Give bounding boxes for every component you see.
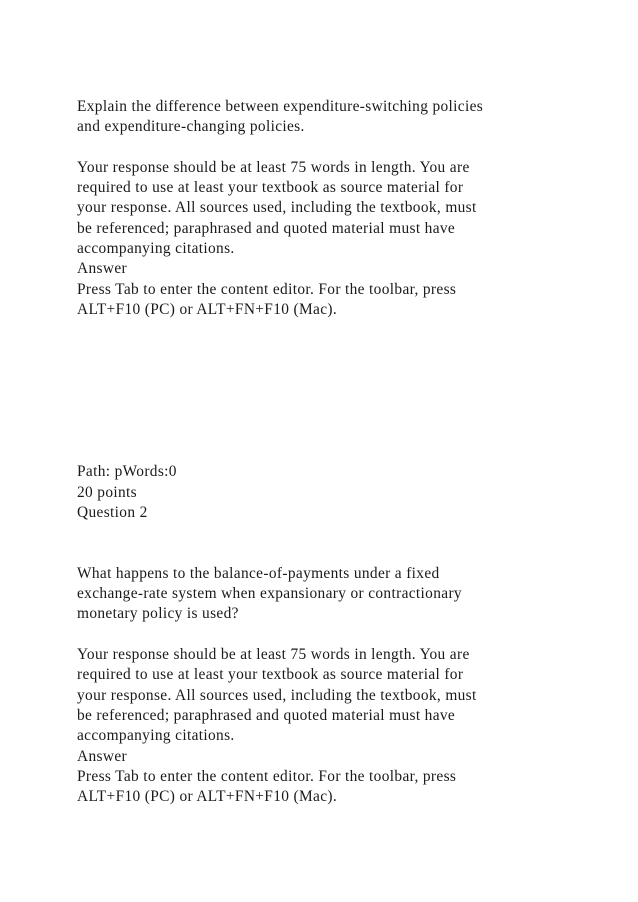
instructions-line: accompanying citations.: [77, 240, 235, 258]
instructions-line: your response. All sources used, including the textbook, must: [77, 686, 477, 704]
instructions-line: accompanying citations.: [77, 727, 235, 745]
points-label: 20 points: [77, 483, 138, 501]
spacer: [77, 442, 617, 462]
instructions-line: Your response should be at least 75 words in length. You are: [77, 158, 470, 176]
instructions-line: Your response should be at least 75 words in length. You are: [77, 646, 470, 664]
spacer: [77, 341, 617, 361]
prompt-line: What happens to the balance-of-payments under a fixed: [77, 564, 440, 582]
instructions-line: required to use at least your textbook as source material for: [77, 666, 464, 684]
question-2-prompt: [77, 564, 617, 625]
prompt-line: exchange-rate system when expansionary or contractionary: [77, 585, 462, 603]
spacer: [77, 320, 617, 340]
prompt-line: monetary policy is used?: [77, 605, 239, 623]
instructions-line: your response. All sources used, including the textbook, must: [77, 199, 477, 217]
instructions-line: be referenced; paraphrased and quoted material must have: [77, 219, 456, 237]
prompt-line: and expenditure-changing policies.: [77, 118, 305, 136]
spacer: [77, 361, 617, 381]
spacer: [77, 381, 617, 401]
question-2-editor-hint[interactable]: [77, 767, 617, 808]
spacer: [77, 625, 617, 645]
document-page: [77, 97, 617, 807]
question-1-editor-hint[interactable]: [77, 280, 617, 321]
editor-hint-line: ALT+F10 (PC) or ALT+FN+F10 (Mac).: [77, 300, 338, 318]
editor-hint-line: Press Tab to enter the content editor. For the toolbar, press: [77, 767, 457, 785]
instructions-line: be referenced; paraphrased and quoted material must have: [77, 706, 456, 724]
spacer: [77, 138, 617, 158]
spacer: [77, 401, 617, 421]
spacer: [77, 523, 617, 543]
path-word-count: Path: pWords:0: [77, 463, 177, 481]
editor-hint-line: ALT+F10 (PC) or ALT+FN+F10 (Mac).: [77, 788, 338, 806]
instructions-line: required to use at least your textbook as source material for: [77, 179, 464, 197]
question-1-prompt: [77, 97, 617, 138]
question-2-label: Question 2: [77, 503, 148, 521]
question-2-instructions: [77, 645, 617, 746]
answer-label: Answer: [77, 260, 127, 278]
editor-hint-line: Press Tab to enter the content editor. For the toolbar, press: [77, 280, 457, 298]
spacer: [77, 422, 617, 442]
prompt-line: Explain the difference between expenditure-switching policies: [77, 98, 484, 115]
answer-label: Answer: [77, 747, 127, 765]
spacer: [77, 544, 617, 564]
question-1-instructions: [77, 158, 617, 259]
